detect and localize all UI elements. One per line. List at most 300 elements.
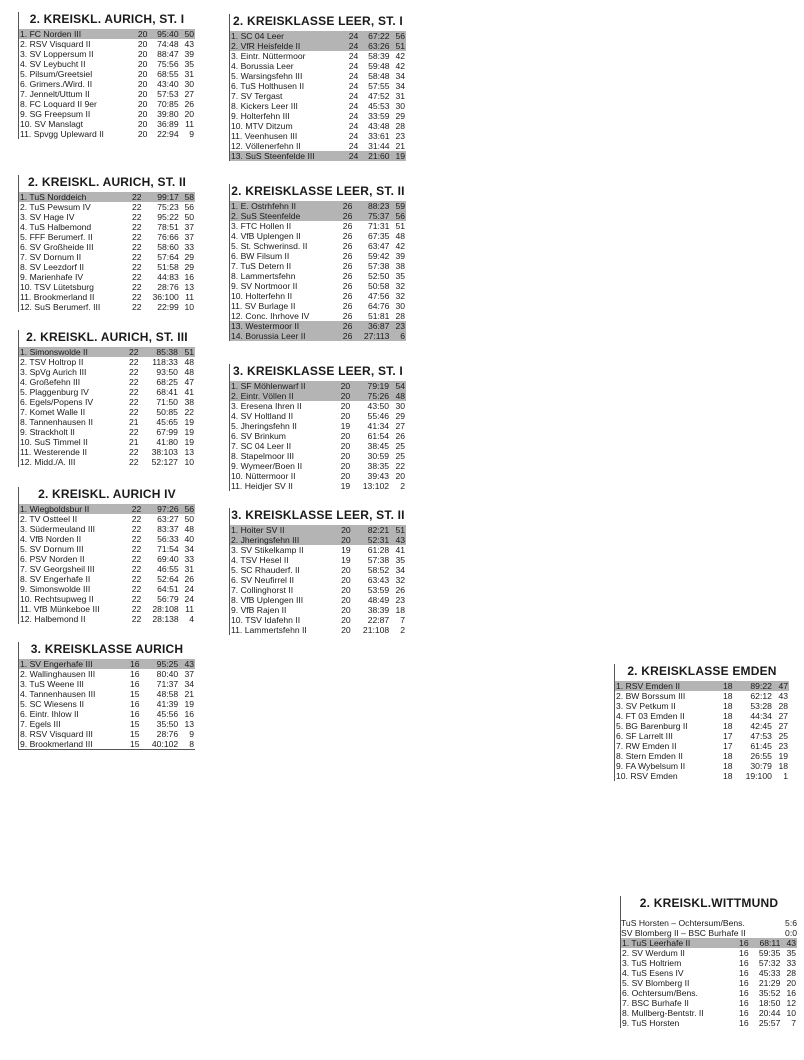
- rank: 3.: [616, 701, 624, 711]
- table-row: [19, 709, 195, 719]
- games-played: 20: [341, 565, 351, 575]
- team-name: BW Borssum III: [625, 691, 686, 701]
- goal-ratio: 59:35: [758, 948, 781, 958]
- points: 42: [395, 51, 405, 61]
- table-row: [621, 938, 797, 948]
- team-name: Brookmerland III: [29, 739, 93, 749]
- games-played: 26: [342, 281, 353, 291]
- goal-ratio: 58:48: [368, 71, 390, 81]
- team-name: Borussia Leer: [240, 61, 294, 71]
- rank: 10.: [20, 282, 32, 292]
- goal-ratio: 43:48: [368, 121, 390, 131]
- team-name: VfB Norden II: [29, 534, 82, 544]
- points: 48: [184, 367, 194, 377]
- goal-ratio: 85:38: [140, 347, 179, 357]
- rank: 11.: [20, 129, 32, 139]
- table-row: [19, 367, 195, 377]
- team-cell: [621, 1018, 734, 1028]
- points: 13: [184, 282, 194, 292]
- rank: 1.: [622, 938, 630, 948]
- team-cell: [19, 377, 123, 387]
- rank: 9.: [20, 272, 28, 282]
- team-name: Warsingsfehn III: [240, 71, 303, 81]
- goal-ratio: 63:47: [367, 241, 390, 251]
- points: 54: [390, 381, 406, 391]
- standings-aurich-4: [18, 487, 195, 624]
- goal-ratio: 76:66: [157, 232, 179, 242]
- points: 29: [395, 111, 405, 121]
- rank: 10.: [231, 291, 243, 301]
- games-played: 18: [722, 721, 733, 731]
- team-cell: [230, 481, 335, 491]
- rank: 1.: [20, 347, 28, 357]
- games-played: 20: [340, 441, 351, 451]
- team-cell: [230, 221, 338, 231]
- team-name: Eintr. Völlen II: [240, 391, 294, 401]
- points: 41: [184, 387, 194, 397]
- team-name: VfB Uplengen II: [240, 231, 301, 241]
- team-name: Südermeuland III: [29, 524, 96, 534]
- rank: 11.: [20, 604, 32, 614]
- rank: 10.: [231, 615, 243, 625]
- team-cell: [230, 311, 338, 321]
- games-played: 19: [340, 421, 351, 431]
- games-played: 20: [133, 29, 148, 39]
- goal-ratio: 36:89: [157, 119, 179, 129]
- games-played: 24: [348, 141, 359, 151]
- standings-table: [615, 681, 789, 781]
- points: 42: [395, 61, 405, 71]
- team-cell: [230, 81, 344, 91]
- table-row: [19, 524, 195, 534]
- rank: 10.: [20, 437, 32, 447]
- points: 48: [184, 357, 194, 367]
- games-played: 26: [342, 271, 353, 281]
- goal-ratio: 45:33: [758, 968, 781, 978]
- points: 26: [184, 99, 194, 109]
- table-row: [230, 251, 406, 261]
- table-row: [19, 119, 195, 129]
- team-name: SV Holtland II: [240, 411, 294, 421]
- table-row: [19, 397, 195, 407]
- games-played: 20: [336, 525, 352, 535]
- games-played: 21: [128, 437, 139, 447]
- points: 43: [390, 535, 406, 545]
- team-name: Eresena Ihren II: [240, 401, 302, 411]
- games-played: 26: [338, 321, 354, 331]
- points: 32: [395, 575, 405, 585]
- team-name: TuS Horsten: [631, 1018, 680, 1028]
- team-cell: [615, 751, 717, 761]
- team-name: Rechtsupweg II: [34, 594, 94, 604]
- team-cell: [19, 302, 127, 312]
- table-row: [230, 451, 406, 461]
- table-row: [230, 471, 406, 481]
- table-row: [230, 311, 406, 321]
- goal-ratio: 57:38: [367, 261, 390, 271]
- goal-ratio: 75:26: [351, 391, 390, 401]
- goal-ratio: 35:52: [758, 988, 781, 998]
- points: 22: [184, 407, 194, 417]
- team-cell: [230, 565, 336, 575]
- goal-ratio: 48:49: [367, 595, 390, 605]
- games-played: 18: [722, 701, 733, 711]
- goal-ratio: 63:27: [157, 514, 179, 524]
- team-name: Lammertsfehn: [240, 271, 296, 281]
- points: 23: [390, 321, 406, 331]
- points: 29: [184, 262, 194, 272]
- table-title: 2. KREISKL. AURICH IV: [38, 487, 176, 501]
- table-row: [621, 948, 797, 958]
- goal-ratio: 39:80: [157, 109, 179, 119]
- rank: 11.: [231, 625, 243, 635]
- goal-ratio: 45:65: [156, 417, 178, 427]
- team-name: Simonswolde III: [29, 584, 91, 594]
- team-cell: [19, 594, 127, 604]
- team-cell: [19, 357, 123, 367]
- team-cell: [230, 411, 335, 421]
- table-row: [19, 59, 195, 69]
- table-row: [621, 978, 797, 988]
- points: 43: [184, 39, 194, 49]
- table-row: [19, 584, 195, 594]
- team-name: SV Neufirrel II: [240, 575, 295, 585]
- team-name: Jheringsfehn III: [240, 535, 300, 545]
- team-name: Eintr. Nüttermoor: [240, 51, 306, 61]
- rank: 8.: [622, 1008, 630, 1018]
- standings-table: [230, 381, 406, 491]
- goal-ratio: 33:59: [368, 111, 390, 121]
- games-played: 20: [137, 49, 148, 59]
- team-name: Tannenhausen III: [29, 689, 96, 699]
- standings-table: [19, 29, 195, 139]
- team-cell: [230, 585, 336, 595]
- rank: 2.: [20, 39, 28, 49]
- games-played: 16: [739, 968, 749, 978]
- team-name: Eintr. Ihlow II: [29, 709, 79, 719]
- games-played: 24: [348, 111, 359, 121]
- points: 27: [395, 421, 405, 431]
- points: 28: [395, 121, 405, 131]
- points: 31: [184, 69, 194, 79]
- team-name: SC Rhauderf. II: [240, 565, 300, 575]
- match-score: 0:0: [785, 928, 797, 938]
- games-played: 22: [131, 554, 142, 564]
- goal-ratio: 61:54: [367, 431, 390, 441]
- games-played: 18: [722, 691, 733, 701]
- rank: 6.: [616, 731, 624, 741]
- points: 23: [395, 131, 405, 141]
- table-row: [230, 51, 406, 61]
- table-row: [19, 232, 195, 242]
- table-row: [615, 771, 789, 781]
- points: 26: [395, 431, 405, 441]
- goal-ratio: 57:55: [368, 81, 390, 91]
- table-row: [19, 604, 195, 614]
- table-row: [19, 574, 195, 584]
- goal-ratio: 21:60: [359, 151, 390, 161]
- table-row: [230, 41, 406, 51]
- rank: 6.: [231, 431, 239, 441]
- goal-ratio: 31:44: [368, 141, 390, 151]
- team-name: Wiegboldsbur II: [29, 504, 90, 514]
- team-name: TuS Detern II: [240, 261, 292, 271]
- points: 37: [184, 232, 194, 242]
- table-row: [230, 391, 406, 401]
- table-title: 2. KREISKLASSE LEER, ST. I: [233, 14, 403, 28]
- games-played: 20: [137, 59, 148, 69]
- team-name: SV Petkum II: [625, 701, 676, 711]
- points: 56: [391, 31, 406, 41]
- table-row: [19, 614, 195, 624]
- standings-aurich-2: [18, 175, 195, 312]
- games-played: 26: [342, 231, 353, 241]
- rank: 3.: [231, 545, 239, 555]
- table-row: [615, 731, 789, 741]
- goal-ratio: 61:45: [750, 741, 772, 751]
- games-played: 22: [127, 504, 142, 514]
- points: 56: [180, 504, 195, 514]
- rank: 1.: [20, 29, 28, 39]
- goal-ratio: 68:11: [750, 938, 782, 948]
- team-name: Ochtersum/Bens.: [631, 988, 698, 998]
- table-row: [230, 71, 406, 81]
- table-row: [19, 659, 195, 669]
- table-row: [19, 699, 195, 709]
- games-played: 22: [131, 262, 142, 272]
- games-played: 22: [128, 447, 139, 457]
- games-played: 24: [348, 71, 359, 81]
- team-cell: [230, 401, 335, 411]
- goal-ratio: 28:138: [152, 614, 179, 624]
- table-row: [615, 701, 789, 711]
- team-name: Komet Walle II: [29, 407, 86, 417]
- goal-ratio: 59:48: [368, 61, 390, 71]
- games-played: 22: [127, 192, 142, 202]
- rank: 8.: [231, 451, 239, 461]
- goal-ratio: 61:28: [367, 545, 390, 555]
- team-cell: [19, 252, 127, 262]
- points: 19: [184, 417, 194, 427]
- rank: 12.: [20, 302, 32, 312]
- rank: 13.: [231, 151, 243, 161]
- games-played: 20: [340, 431, 351, 441]
- team-cell: [230, 111, 344, 121]
- team-name: Collinghorst II: [240, 585, 294, 595]
- team-cell: [230, 231, 338, 241]
- rank: 3.: [231, 401, 239, 411]
- points: 38: [395, 261, 405, 271]
- team-name: Großefehn III: [29, 377, 81, 387]
- table-row: [19, 302, 195, 312]
- goal-ratio: 22:87: [367, 615, 390, 625]
- team-cell: [19, 614, 127, 624]
- team-name: TuS Esens IV: [631, 968, 684, 978]
- table-row: [19, 669, 195, 679]
- games-played: 17: [722, 741, 733, 751]
- games-played: 20: [137, 109, 148, 119]
- team-cell: [615, 681, 717, 691]
- team-cell: [621, 988, 734, 998]
- goal-ratio: 44:83: [157, 272, 179, 282]
- games-played: 22: [128, 407, 139, 417]
- rank: 2.: [20, 202, 28, 212]
- goal-ratio: 28:76: [156, 729, 179, 739]
- points: 32: [395, 291, 405, 301]
- team-name: BG Barenburg II: [625, 721, 688, 731]
- table-row: [230, 271, 406, 281]
- games-played: 22: [131, 292, 142, 302]
- table-row: [19, 39, 195, 49]
- goal-ratio: 41:34: [367, 421, 390, 431]
- table-title: 2. KREISKL. AURICH, ST. I: [29, 12, 185, 26]
- table-row: [230, 241, 406, 251]
- points: 33: [786, 958, 796, 968]
- goal-ratio: 26:55: [750, 751, 772, 761]
- points: 32: [395, 281, 405, 291]
- points: 30: [184, 79, 194, 89]
- team-name: RSV Visquard III: [29, 729, 93, 739]
- table-row: [230, 481, 406, 491]
- games-played: 22: [123, 347, 139, 357]
- team-name: SV Burlage II: [244, 301, 296, 311]
- team-name: Brookmerland II: [33, 292, 95, 302]
- games-played: 24: [348, 91, 359, 101]
- team-name: SV Werdum II: [631, 948, 685, 958]
- goal-ratio: 68:25: [156, 377, 178, 387]
- team-cell: [19, 564, 127, 574]
- goal-ratio: 53:28: [750, 701, 772, 711]
- table-row: [230, 111, 406, 121]
- rank: 13.: [231, 321, 243, 331]
- team-cell: [19, 282, 127, 292]
- games-played: 22: [131, 232, 142, 242]
- team-cell: [19, 232, 127, 242]
- table-row: [19, 739, 195, 749]
- games-played: 22: [131, 604, 142, 614]
- points: 19: [391, 151, 406, 161]
- games-played: 18: [722, 751, 733, 761]
- rank: 9.: [231, 111, 239, 121]
- team-cell: [19, 49, 133, 59]
- games-played: 22: [128, 367, 139, 377]
- games-played: 24: [348, 61, 359, 71]
- team-name: Jheringsfehn II: [240, 421, 297, 431]
- rank: 6.: [231, 81, 239, 91]
- team-name: SV Blomberg II: [631, 978, 690, 988]
- table-row: [615, 721, 789, 731]
- goal-ratio: 83:37: [157, 524, 179, 534]
- table-row: [615, 691, 789, 701]
- standings-table: [19, 192, 195, 312]
- points: 7: [400, 615, 405, 625]
- table-row: [621, 1008, 797, 1018]
- points: 6: [390, 331, 406, 341]
- table-row: [230, 81, 406, 91]
- goal-ratio: 67:35: [367, 231, 390, 241]
- rank: 11.: [231, 301, 243, 311]
- team-cell: [19, 192, 127, 202]
- games-played: 20: [341, 615, 351, 625]
- rank: 9.: [231, 281, 239, 291]
- team-name: TuS Holthusen II: [240, 81, 305, 91]
- table-row: [19, 417, 195, 427]
- table-row: [615, 751, 789, 761]
- team-name: Stern Emden II: [625, 751, 683, 761]
- goal-ratio: 28:76: [157, 282, 179, 292]
- table-title: 2. KREISKLASSE LEER, ST. II: [231, 184, 405, 198]
- rank: 5.: [231, 241, 239, 251]
- rank: 6.: [20, 397, 28, 407]
- table-row: [230, 401, 406, 411]
- team-cell: [19, 407, 123, 417]
- team-cell: [621, 938, 734, 948]
- games-played: 19: [340, 481, 351, 491]
- games-played: 20: [341, 605, 351, 615]
- team-cell: [19, 544, 127, 554]
- rank: 10.: [20, 119, 32, 129]
- games-played: 26: [338, 211, 354, 221]
- points: 21: [395, 141, 405, 151]
- games-played: 24: [344, 41, 359, 51]
- team-cell: [615, 711, 717, 721]
- rank: 5.: [20, 69, 28, 79]
- goal-ratio: 47:56: [367, 291, 390, 301]
- team-name: Hoiter SV II: [240, 525, 285, 535]
- goal-ratio: 55:46: [367, 411, 390, 421]
- team-cell: [230, 615, 336, 625]
- rank: 5.: [616, 721, 624, 731]
- table-row: [615, 761, 789, 771]
- rank: 9.: [231, 461, 239, 471]
- goal-ratio: 68:41: [156, 387, 178, 397]
- games-played: 19: [341, 545, 351, 555]
- team-name: Grimers./Wird. II: [29, 79, 93, 89]
- team-cell: [19, 387, 123, 397]
- team-name: MTV Ditzum: [245, 121, 293, 131]
- points: 30: [395, 401, 405, 411]
- table-row: [19, 594, 195, 604]
- games-played: 22: [128, 457, 139, 467]
- team-cell: [230, 51, 344, 61]
- team-name: Wymeer/Boen II: [240, 461, 303, 471]
- team-cell: [19, 524, 127, 534]
- table-row: [19, 407, 195, 417]
- rank: 10.: [231, 121, 243, 131]
- points: 12: [786, 998, 796, 1008]
- goal-ratio: 68:55: [157, 69, 179, 79]
- team-cell: [621, 1008, 734, 1018]
- team-name: TSV Hesel II: [240, 555, 289, 565]
- games-played: 21: [128, 417, 139, 427]
- points: 30: [395, 301, 405, 311]
- goal-ratio: 88:23: [353, 201, 390, 211]
- rank: 8.: [616, 751, 624, 761]
- team-cell: [19, 514, 127, 524]
- team-cell: [19, 292, 127, 302]
- team-cell: [230, 605, 336, 615]
- table-row: [19, 347, 195, 357]
- goal-ratio: 18:50: [758, 998, 781, 1008]
- rank: 7.: [20, 719, 28, 729]
- rank: 1.: [231, 381, 239, 391]
- goal-ratio: 52:64: [157, 574, 179, 584]
- standings-wittmund: [620, 896, 797, 1028]
- table-row: [19, 252, 195, 262]
- team-cell: [19, 202, 127, 212]
- team-cell: [230, 211, 338, 221]
- rank: 4.: [231, 555, 239, 565]
